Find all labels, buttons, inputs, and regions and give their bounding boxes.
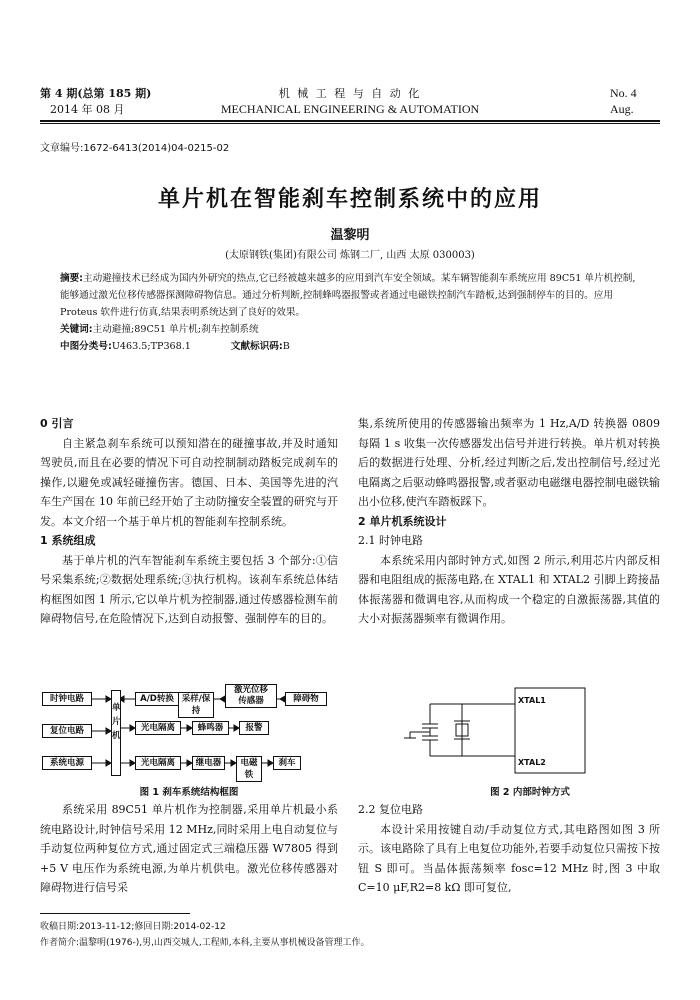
doc-code-label: 文献标识码: — [230, 341, 283, 352]
power-supply-box: 系统电源 — [42, 756, 92, 770]
abstract-label: 摘要: — [60, 273, 84, 284]
sensor-paragraph: 集,系统所使用的传感器输出频率为 1 Hz,A/D 转换器 0809 每隔 1 s 收集一次传感器发出信号并进行转换。单片机对转换后的数据进行处理、分析,经过判断之后,发出控制信号,经过光电隔离之后驱动蜂鸣器报警,或者驱动电磁继电器控制电磁铁输出小位移,使汽车踏板踩下。 — [358, 417, 660, 508]
figure-1-diagram — [40, 685, 338, 780]
journal-no: No. 4 — [610, 86, 637, 100]
opto-isolator-box-2: 光电隔离 — [135, 756, 181, 770]
journal-name-cn: 机 械 工 程 与 自 动 化 — [278, 87, 422, 100]
intro-paragraph: 自主紧急刹车系统可以预知潜在的碰撞事故,并及时通知驾驶员,而且在必要的情况下可自动控制制动踏板完成刹车的操作,以避免或减轻碰撞伤害。德国、日本、美国等先进的汽车生产国在 10 年前已经开始了主动防撞安全装置的研究与开发。本文介绍一个基于单片机的智能刹车控制系统。 — [40, 436, 338, 528]
section-2-2-heading: 2.2 复位电路 — [358, 803, 423, 816]
clc-label: 中图分类号: — [60, 341, 112, 352]
system-paragraph: 基于单片机的汽车智能刹车系统主要包括 3 个部分:①信号采集系统;②数据处理系统;③执行机构。该刹车系统总体结构框图如图 1 所示,它以单片机为控制器,通过传感器检测车前障碍物信号,在危险情况下,达到自动报警、强制停车的目的。 — [40, 553, 338, 625]
abstract — [60, 270, 640, 321]
author-bio: 作者简介:温黎明(1976-),男,山西交城人,工程师,本科,主要从事机械设备管理工作。 — [40, 938, 370, 948]
figure-2-circuit — [400, 686, 620, 776]
reset-paragraph: 本设计采用按键自动/手动复位方式,其电路图如图 3 所示。该电路除了具有上电复位功能外,若要手动复位只需按下按钮 S 即可。当晶体振荡频率 fosc=12 MHz 时,图 3 中取 C=10 μF,R2=8 kΩ 即可复位, — [358, 822, 660, 894]
issue-date: 2014 年 08 月 — [50, 103, 125, 116]
abstract-text: 主动避撞技术已经成为国内外研究的热点,它已经被越来越多的应用到汽车安全领域。某车辆智能刹车系统应用 89C51 单片机控制,能够通过激光位移传感器探测障碍物信息。通过分析判断,控制蜂鸣器报警或者通过电磁铁控制汽车踏板,达到强制停车的目的。应用 Proteus 软件进行仿真,结果表明系统达到了良好的效果。 — [60, 273, 636, 318]
electromagnet-box: 电磁铁 — [236, 756, 262, 782]
keywords-label: 关键词: — [60, 324, 93, 335]
left-column-bottom — [40, 800, 338, 898]
relay-box: 继电器 — [192, 756, 225, 770]
keywords-text: 主动避撞;89C51 单片机;刹车控制系统 — [92, 324, 259, 335]
reset-circuit-box: 复位电路 — [42, 724, 92, 738]
clock-paragraph: 本系统采用内部时钟方式,如图 2 所示,利用芯片内部反相器和电阻组成的振荡电路,在 XTAL1 和 XTAL2 引脚上跨接晶体振荡器和微调电容,从而构成一个稳定的自激振荡器,其值的大小对振荡器频率有微调作用。 — [358, 553, 660, 625]
obstacle-box: 障碍物 — [285, 692, 327, 706]
section-2-heading: 2 单片机系统设计 — [358, 514, 447, 528]
figure-1-caption: 图 1 刹车系统结构框图 — [139, 787, 239, 798]
paper-title: 单片机在智能刹车控制系统中的应用 — [157, 187, 542, 212]
xtal2-label: XTAL2 — [518, 758, 546, 767]
sample-hold-box: 采样/保持 — [178, 692, 214, 718]
left-column — [40, 414, 338, 629]
buzzer-box: 蜂鸣器 — [192, 721, 229, 735]
laser-sensor-box: 激光位移 传感器 — [225, 684, 277, 708]
controller-paragraph: 系统采用 89C51 单片机作为控制器,采用单片机最小系统电路设计,时钟信号采用 12 MHz,同时采用上电自动复位与手动复位两种复位方式,通过固定式三端稳压器 W7805 得到+5 V 电压作为系统电源,为单片机供电。激光位移传感器对障碍物进行信号采 — [40, 803, 338, 894]
brake-box: 刹车 — [273, 756, 301, 770]
mcu-box: 单 片 机 — [111, 690, 121, 776]
header-rule-thin — [40, 123, 660, 124]
journal-name-en: MECHANICAL ENGINEERING & AUTOMATION — [220, 102, 480, 116]
issue-number: 第 4 期(总第 185 期) — [40, 87, 152, 100]
right-column-bottom — [358, 800, 660, 898]
ad-converter-box: A/D转换 — [135, 692, 179, 706]
keywords — [60, 321, 640, 338]
figure-2-diagram — [400, 686, 620, 776]
article-id: 文章编号:1672-6413(2014)04-0215-02 — [40, 143, 230, 154]
section-2-1-heading: 2.1 时钟电路 — [358, 534, 423, 547]
received-dates: 收稿日期:2013-11-12;修回日期:2014-02-12 — [40, 922, 226, 932]
author: 温黎明 — [330, 228, 370, 243]
header-rule — [40, 120, 660, 122]
right-column — [358, 414, 660, 629]
journal-month: Aug. — [610, 102, 634, 116]
figure-2-caption: 图 2 内部时钟方式 — [490, 787, 570, 798]
opto-isolator-box-1: 光电隔离 — [135, 721, 181, 735]
abstract-block — [60, 270, 640, 355]
classification — [60, 338, 640, 355]
section-0-heading: 0 引言 — [40, 417, 74, 430]
doc-code: B — [282, 341, 290, 352]
clc-code: U463.5;TP368.1 — [111, 341, 191, 352]
alarm-box: 报警 — [239, 721, 269, 735]
xtal1-label: XTAL1 — [518, 696, 546, 705]
footnote-rule — [40, 913, 190, 914]
affiliation: (太原钢铁(集团)有限公司 炼钢二厂, 山西 太原 030003) — [225, 250, 475, 261]
clock-circuit-box: 时钟电路 — [42, 692, 92, 706]
section-1-heading: 1 系统组成 — [40, 534, 96, 547]
